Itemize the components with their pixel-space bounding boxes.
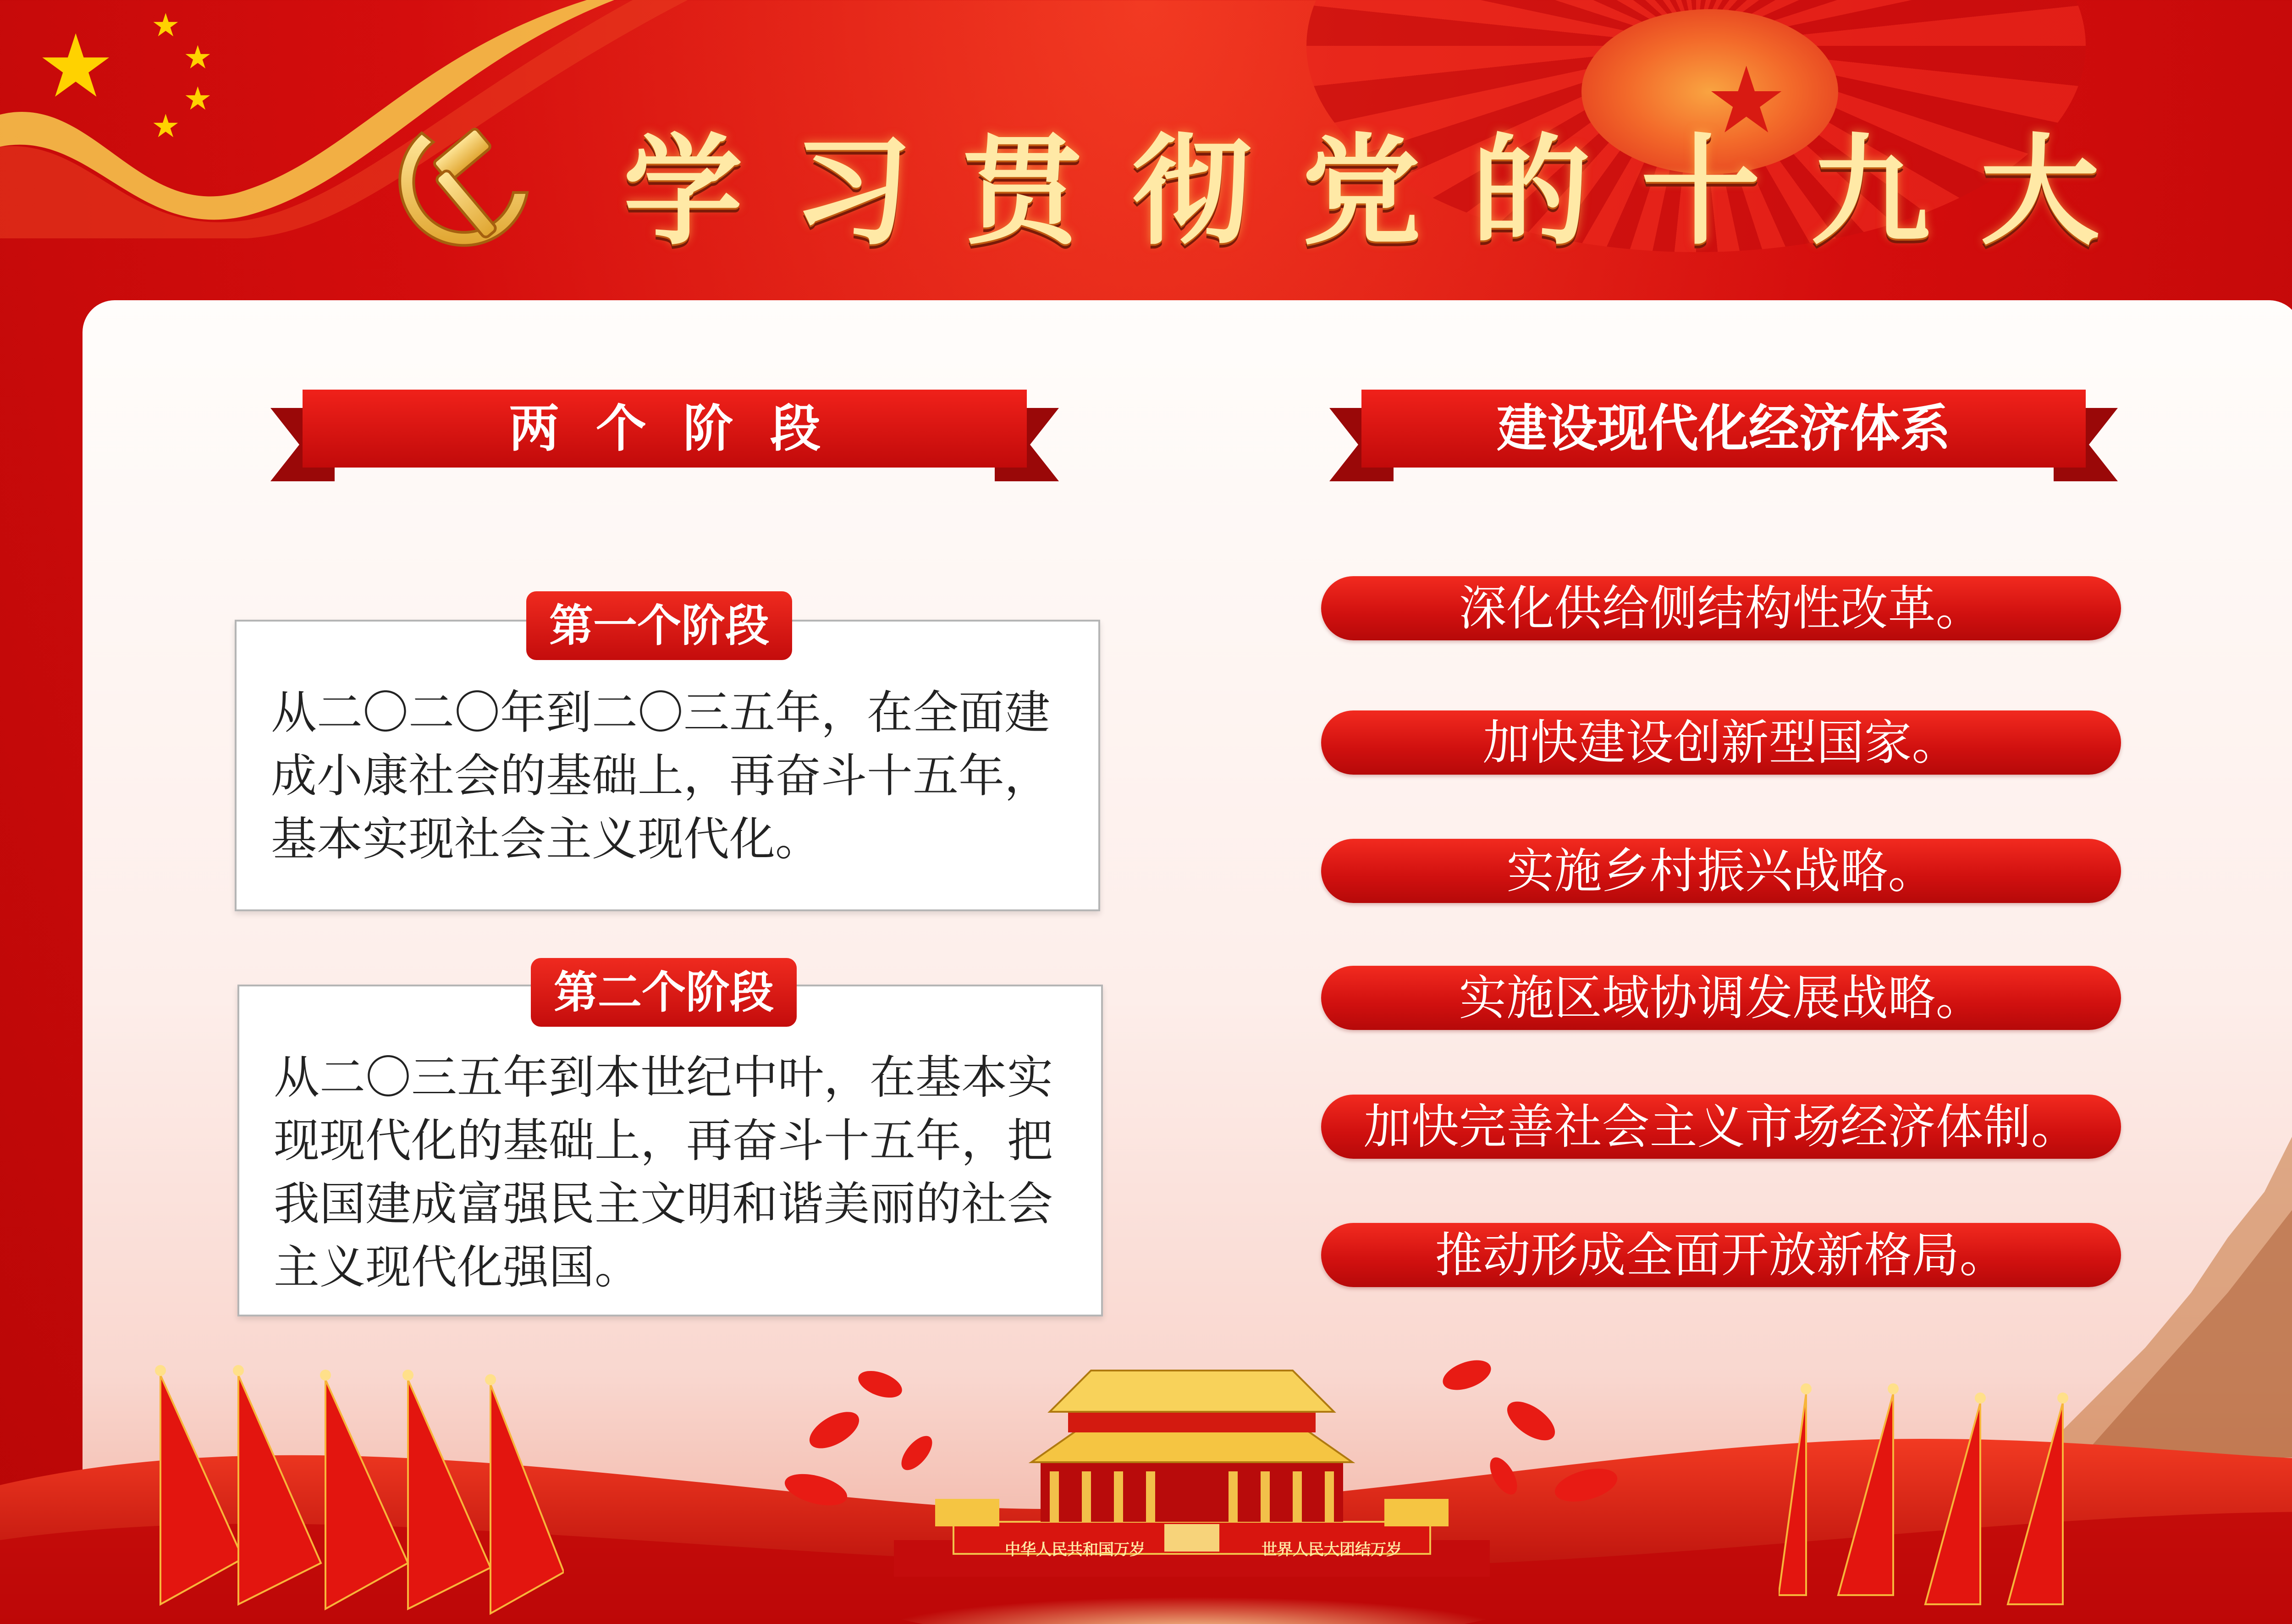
- small-star-icon: ★: [183, 80, 212, 117]
- gate-slogan-left: 中华人民共和国万岁: [1005, 1541, 1145, 1559]
- stage-card-2: [237, 985, 1103, 1316]
- text-line: 从二〇二〇年到二〇三五年，在全面建: [271, 686, 1050, 739]
- stage-description: [271, 681, 1075, 871]
- text-line: 从二〇三五年到本世纪中叶，在基本实: [274, 1051, 1053, 1104]
- policy-item: 实施区域协调发展战略。: [1321, 966, 2121, 1030]
- policy-item: 加快完善社会主义市场经济体制。: [1321, 1095, 2121, 1159]
- policy-item: 实施乡村振兴战略。: [1321, 839, 2121, 903]
- small-star-icon: ★: [151, 6, 180, 44]
- policy-item: 加快建设创新型国家。: [1321, 710, 2121, 775]
- small-star-icon: ★: [183, 39, 212, 76]
- section-heading: 两个阶段: [509, 399, 857, 458]
- section-banner-economic-system: [1329, 390, 2118, 481]
- stage-tag: 第一个阶段: [526, 591, 792, 660]
- text-line: 现现代化的基础上，再奋斗十五年，把: [274, 1114, 1053, 1167]
- policy-item: 深化供给侧结构性改革。: [1321, 576, 2121, 640]
- stage-tag: 第二个阶段: [531, 958, 797, 1027]
- emblem-star-icon: ★: [1705, 47, 1788, 154]
- page-title: 学习贯彻党的十九大: [623, 123, 2150, 261]
- hammer-sickle-icon: [390, 115, 541, 252]
- text-line: 基本实现社会主义现代化。: [271, 812, 821, 866]
- section-heading: 建设现代化经济体系: [1497, 399, 1950, 458]
- stage-description: [274, 1046, 1078, 1299]
- text-line: 我国建成富强民主文明和谐美丽的社会: [274, 1177, 1053, 1231]
- flag-stars: [28, 6, 266, 145]
- policy-item: 推动形成全面开放新格局。: [1321, 1223, 2121, 1287]
- small-star-icon: ★: [151, 107, 180, 145]
- red-flags-right: [1779, 1375, 2122, 1623]
- stage-card-1: [235, 620, 1100, 911]
- text-line: 成小康社会的基础上，再奋斗十五年，: [271, 749, 1050, 803]
- section-banner-two-stages: [270, 390, 1059, 481]
- gate-slogan-right: 世界人民大团结万岁: [1262, 1541, 1402, 1559]
- red-flags-left: [151, 1348, 564, 1623]
- text-line: 主义现代化强国。: [274, 1240, 640, 1294]
- large-star-icon: ★: [37, 16, 115, 117]
